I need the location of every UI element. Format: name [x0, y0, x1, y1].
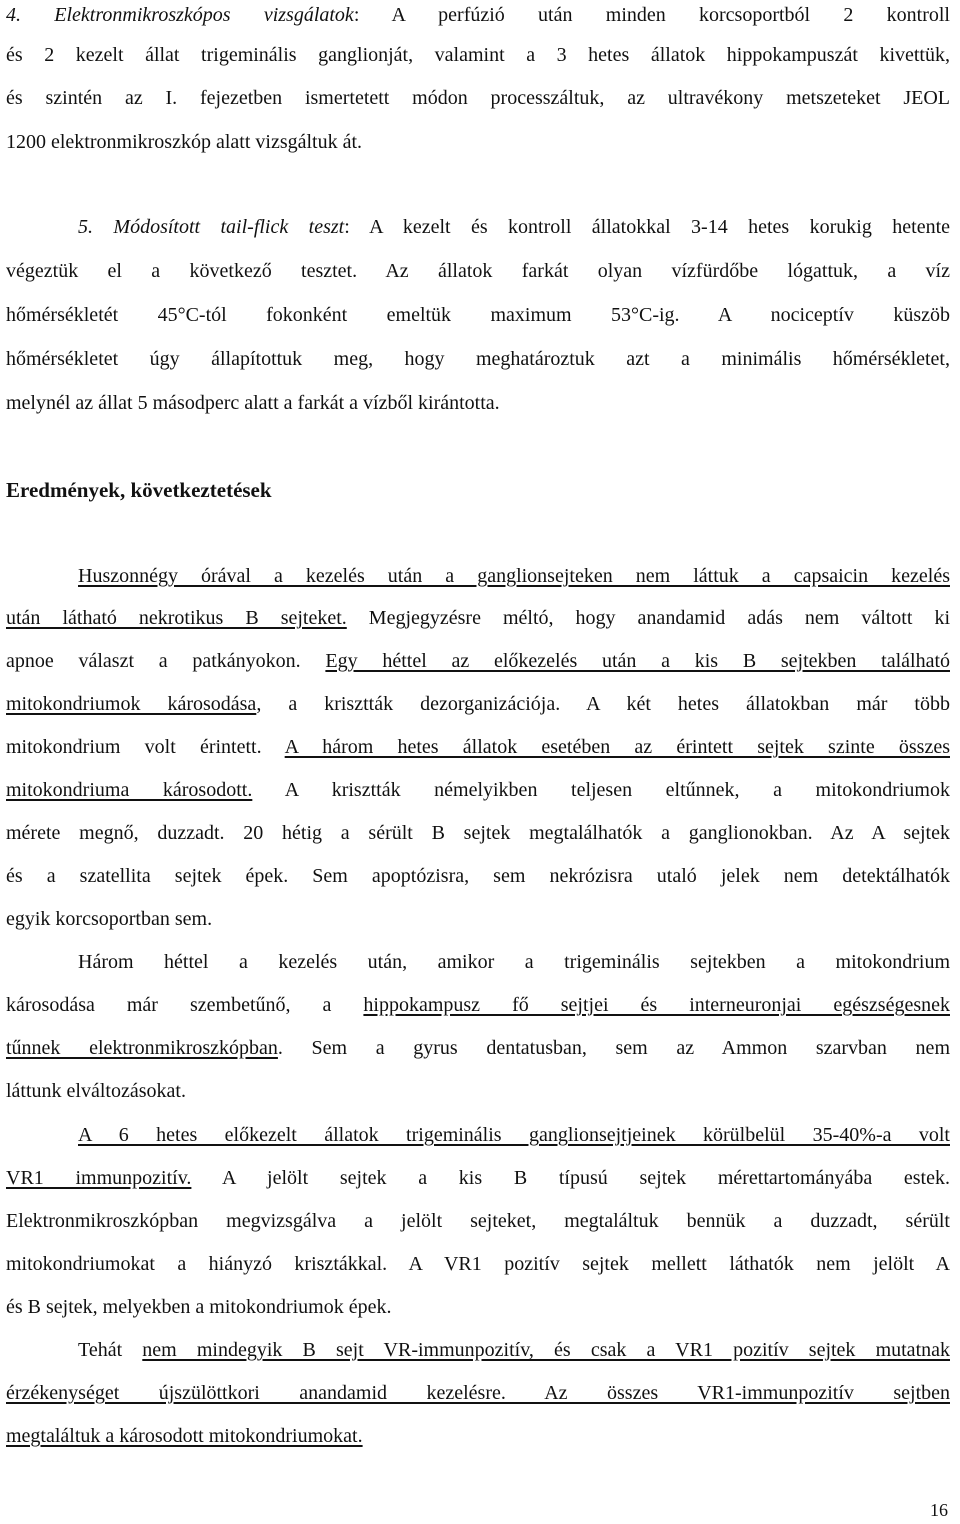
p1-line-2: után látható nekrotikus B sejteket. Megjegyzésre méltó, hogy anandamid adás nem váltott ki [6, 607, 950, 629]
p1-line-6: mitokondriuma károsodott. A krisztták némelyikben teljesen eltűnnek, a mitokondriumok [6, 779, 950, 801]
p1-line-4: mitokondriumok károsodása, a krisztták dezorganizációja. A két hetes állatokban már több [6, 693, 950, 715]
section5-line-3: hőmérsékletét 45°C-tól fokonként emeltük maximum 53°C-ig. A nociceptív küszöb [6, 304, 950, 326]
section4-line-4: 1200 elektronmikroszkóp alatt vizsgáltuk át. [6, 131, 363, 153]
section4-title: 4. Elektronmikroszkópos vizsgálatok [6, 4, 354, 26]
p3-line-4: mitokondriumokat a hiányzó krisztákkal. A VR1 pozitív sejtek mellett láthatók nem jelölt A [6, 1253, 950, 1275]
p3-line-1: A 6 hetes előkezelt állatok trigeminális ganglionsejtjeinek körülbelül 35-40%-a volt [78, 1124, 950, 1146]
p2-line-1: Három héttel a kezelés után, amikor a trigeminális sejtekben a mitokondrium [78, 951, 950, 973]
p3-line-5: és B sejtek, melyekben a mitokondriumok épek. [6, 1296, 392, 1318]
section5-title: 5. Módosított tail-flick teszt [78, 216, 345, 238]
p1-line-8: és a szatellita sejtek épek. Sem apoptózisra, sem nekrózisra utaló jelek nem detektálhatók [6, 865, 950, 887]
page-number: 16 [930, 1500, 948, 1520]
section4-line-2: és 2 kezelt állat trigeminális ganglionját, valamint a 3 hetes állatok hippokampuszát kivettük, [6, 44, 950, 66]
p1-line-7: mérete megnő, duzzadt. 20 hétig a sérült B sejtek megtalálhatók a ganglionokban. Az A sejtek [6, 822, 950, 844]
p2-line-2: károsodása már szembetűnő, a hippokampusz fő sejtjei és interneuronjai egészségesnek [6, 994, 950, 1016]
p1-line-3: apnoe választ a patkányokon. Egy héttel az előkezelés után a kis B sejtekben található [6, 650, 950, 672]
section5-line-4: hőmérsékletet úgy állapítottuk meg, hogy meghatároztuk azt a minimális hőmérsékletet, [6, 348, 950, 370]
section5-line-5: melynél az állat 5 másodperc alatt a farkát a vízből kirántotta. [6, 392, 500, 414]
p4-line-1: Tehát nem mindegyik B sejt VR-immunpozitív, és csak a VR1 pozitív sejtek mutatnak [78, 1339, 950, 1361]
section5-line-1: 5. Módosított tail-flick teszt: A kezelt és kontroll állatokkal 3-14 hetes korukig hetente [78, 216, 950, 238]
section4-line-3: és szintén az I. fejezetben ismertetett módon processzáltuk, az ultravékony metszeteket JEOL [6, 87, 950, 109]
p2-line-3: tűnnek elektronmikroszkópban. Sem a gyrus dentatusban, sem az Ammon szarvban nem [6, 1037, 950, 1059]
section4-line-1: 4. Elektronmikroszkópos vizsgálatok: A perfúzió után minden korcsoportból 2 kontroll [6, 4, 950, 26]
p3-line-3: Elektronmikroszkópban megvizsgálva a jelölt sejteket, megtaláltuk bennük a duzzadt, sérült [6, 1210, 950, 1232]
p3-line-2: VR1 immunpozitív. A jelölt sejtek a kis B típusú sejtek mérettartományába estek. [6, 1167, 950, 1189]
p1-line-1: Huszonnégy órával a kezelés után a ganglionsejteken nem láttuk a capsaicin kezelés [78, 565, 950, 587]
p1-line-9: egyik korcsoportban sem. [6, 908, 213, 930]
p4-line-2: érzékenységet újszülöttkori anandamid kezelésre. Az összes VR1-immunpozitív sejtben [6, 1382, 950, 1404]
p4-line-3: megtaláltuk a károsodott mitokondriumokat. [6, 1425, 363, 1447]
p1-line-5: mitokondrium volt érintett. A három hetes állatok esetében az érintett sejtek szinte összes [6, 736, 950, 758]
p2-line-4: láttunk elváltozásokat. [6, 1080, 186, 1102]
results-heading: Eredmények, következtetések [6, 478, 272, 502]
section5-line-2: végeztük el a következő tesztet. Az állatok farkát olyan vízfürdőbe lógattuk, a víz [6, 260, 950, 282]
